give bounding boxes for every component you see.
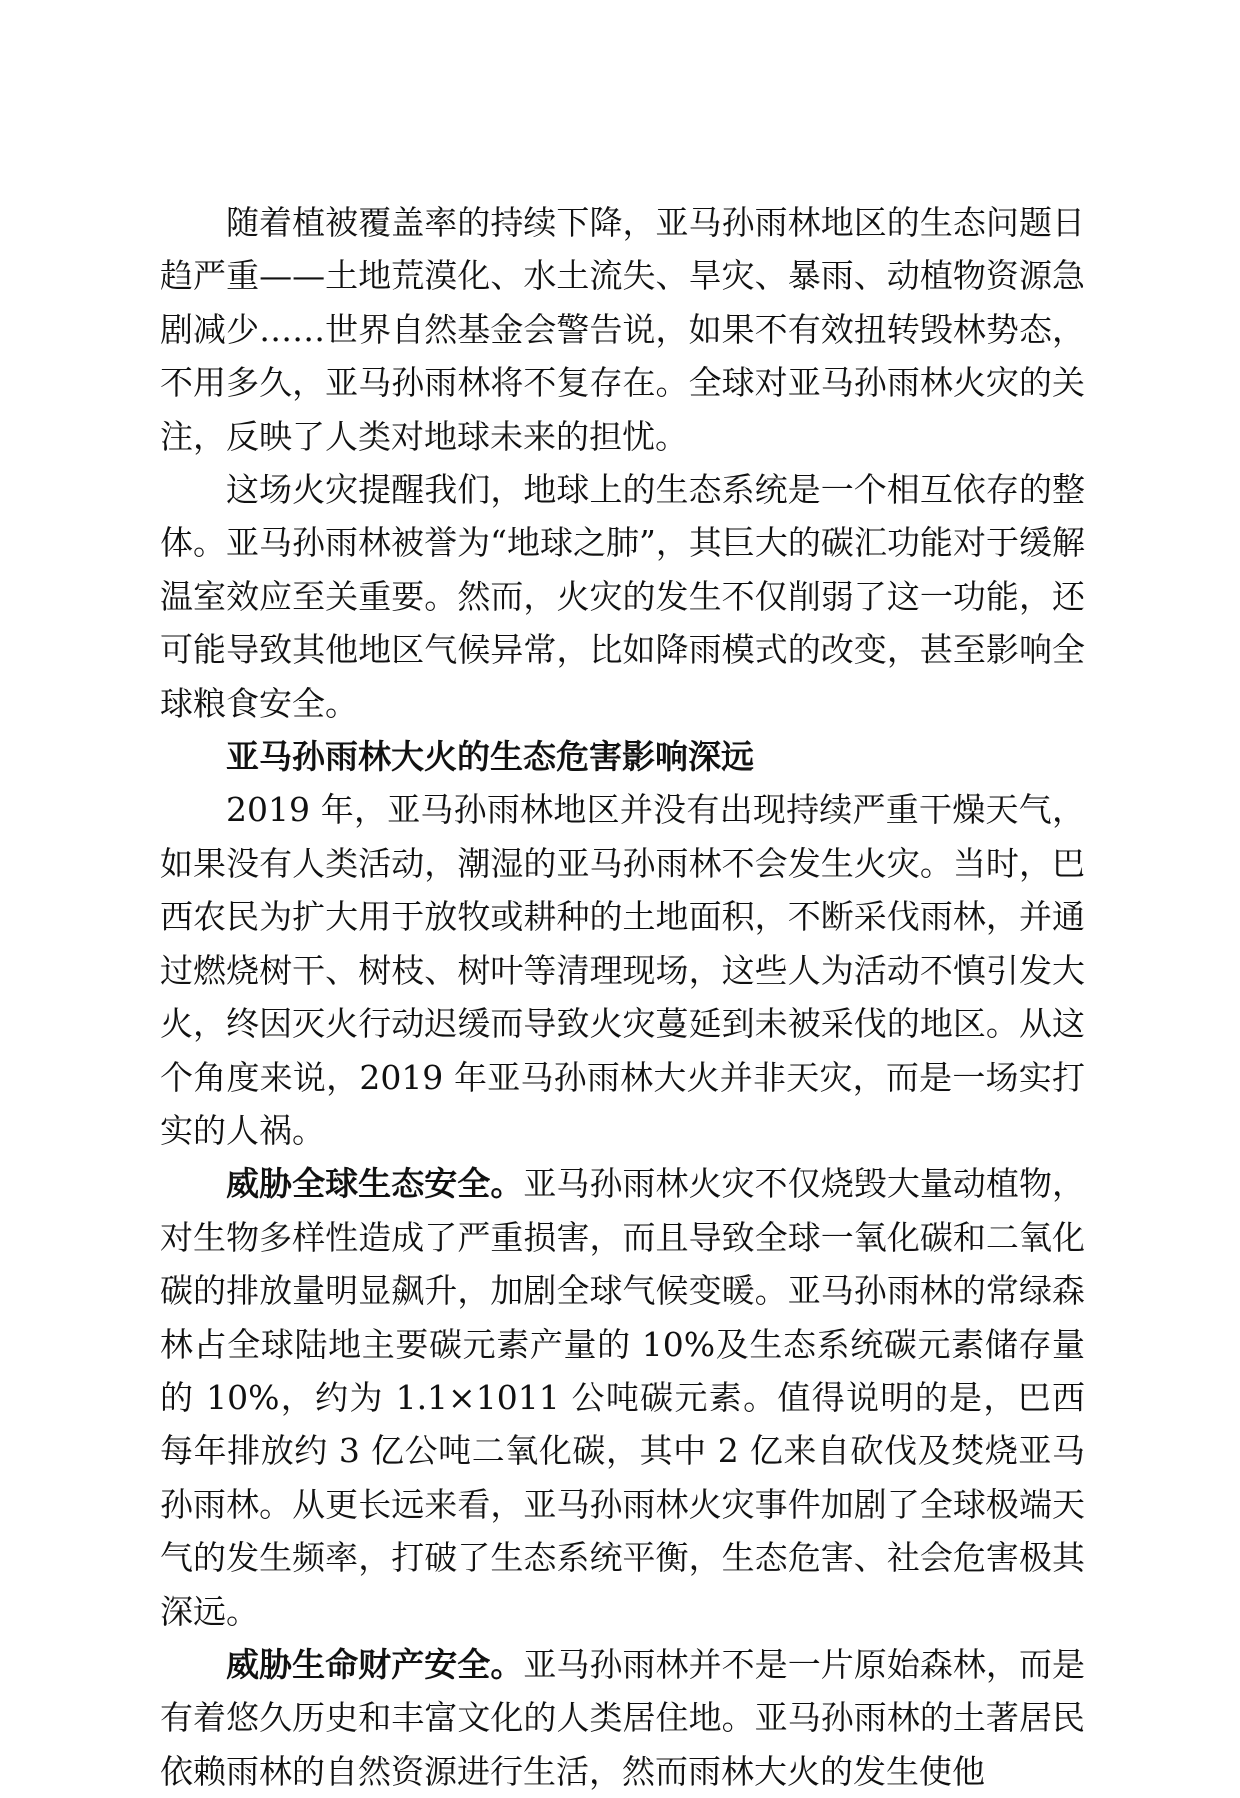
paragraph-text: 2019 年，亚马孙雨林地区并没有出现持续严重干燥天气，如果没有人类活动，潮湿的亚马孙雨林不会发生火灾。当时，巴西农民为扩大用于放牧或耕种的土地面积，不断采伐雨林，并通过燃烧树干、树枝、树叶等清理现场，这些人为活动不慎引发大火，终因灭火行动迟缓而导致火灾蔓延到未被采伐的地区。从这个角度来说，2019 年亚马孙雨林大火并非天灾，而是一场实打实的人祸。: [160, 790, 1085, 1150]
paragraph-text: 亚马孙雨林火灾不仅烧毁大量动植物，对生物多样性造成了严重损害，而且导致全球一氧化碳和二氧化碳的排放量明显飙升，加剧全球气候变暖。亚马孙雨林的常绿森林占全球陆地主要碳元素产量的 10%及生态系统碳元素储存量的 10%，约为 1.1×1011 公吨碳元素。值得说明的是，巴西每年排放约 3 亿公吨二氧化碳，其中 2 亿来自砍伐及焚烧亚马孙雨林。从更长远来看，亚马孙雨林火灾事件加剧了全球极端天气的发生频率，打破了生态系统平衡，生态危害、社会危害极其深远。: [160, 1164, 1086, 1631]
paragraph: [160, 1638, 1085, 1798]
paragraph: [160, 783, 1085, 1157]
paragraph-lead: 威胁生命财产安全。: [226, 1644, 524, 1684]
document-page: [160, 196, 1085, 1798]
paragraph: [160, 1157, 1085, 1638]
paragraph-text: 这场火灾提醒我们，地球上的生态系统是一个相互依存的整体。亚马孙雨林被誉为“地球之肺”，其巨大的碳汇功能对于缓解温室效应至关重要。然而，火灾的发生不仅削弱了这一功能，还可能导致其他地区气候异常，比如降雨模式的改变，甚至影响全球粮食安全。: [160, 470, 1085, 723]
paragraph: [160, 196, 1085, 463]
paragraph-lead: 威胁全球生态安全。: [226, 1164, 524, 1204]
paragraph: [160, 463, 1085, 730]
paragraph-text: 随着植被覆盖率的持续下降，亚马孙雨林地区的生态问题日趋严重——土地荒漠化、水土流失、旱灾、暴雨、动植物资源急剧减少……世界自然基金会警告说，如果不有效扭转毁林势态，不用多久，亚马孙雨林将不复存在。全球对亚马孙雨林火灾的关注，反映了人类对地球未来的担忧。: [160, 203, 1085, 456]
paragraph-text: 亚马孙雨林并不是一片原始森林，而是有着悠久历史和丰富文化的人类居住地。亚马孙雨林的土著居民依赖雨林的自然资源进行生活，然而雨林大火的发生使他: [160, 1644, 1086, 1791]
section-heading: 亚马孙雨林大火的生态危害影响深远: [226, 737, 754, 777]
